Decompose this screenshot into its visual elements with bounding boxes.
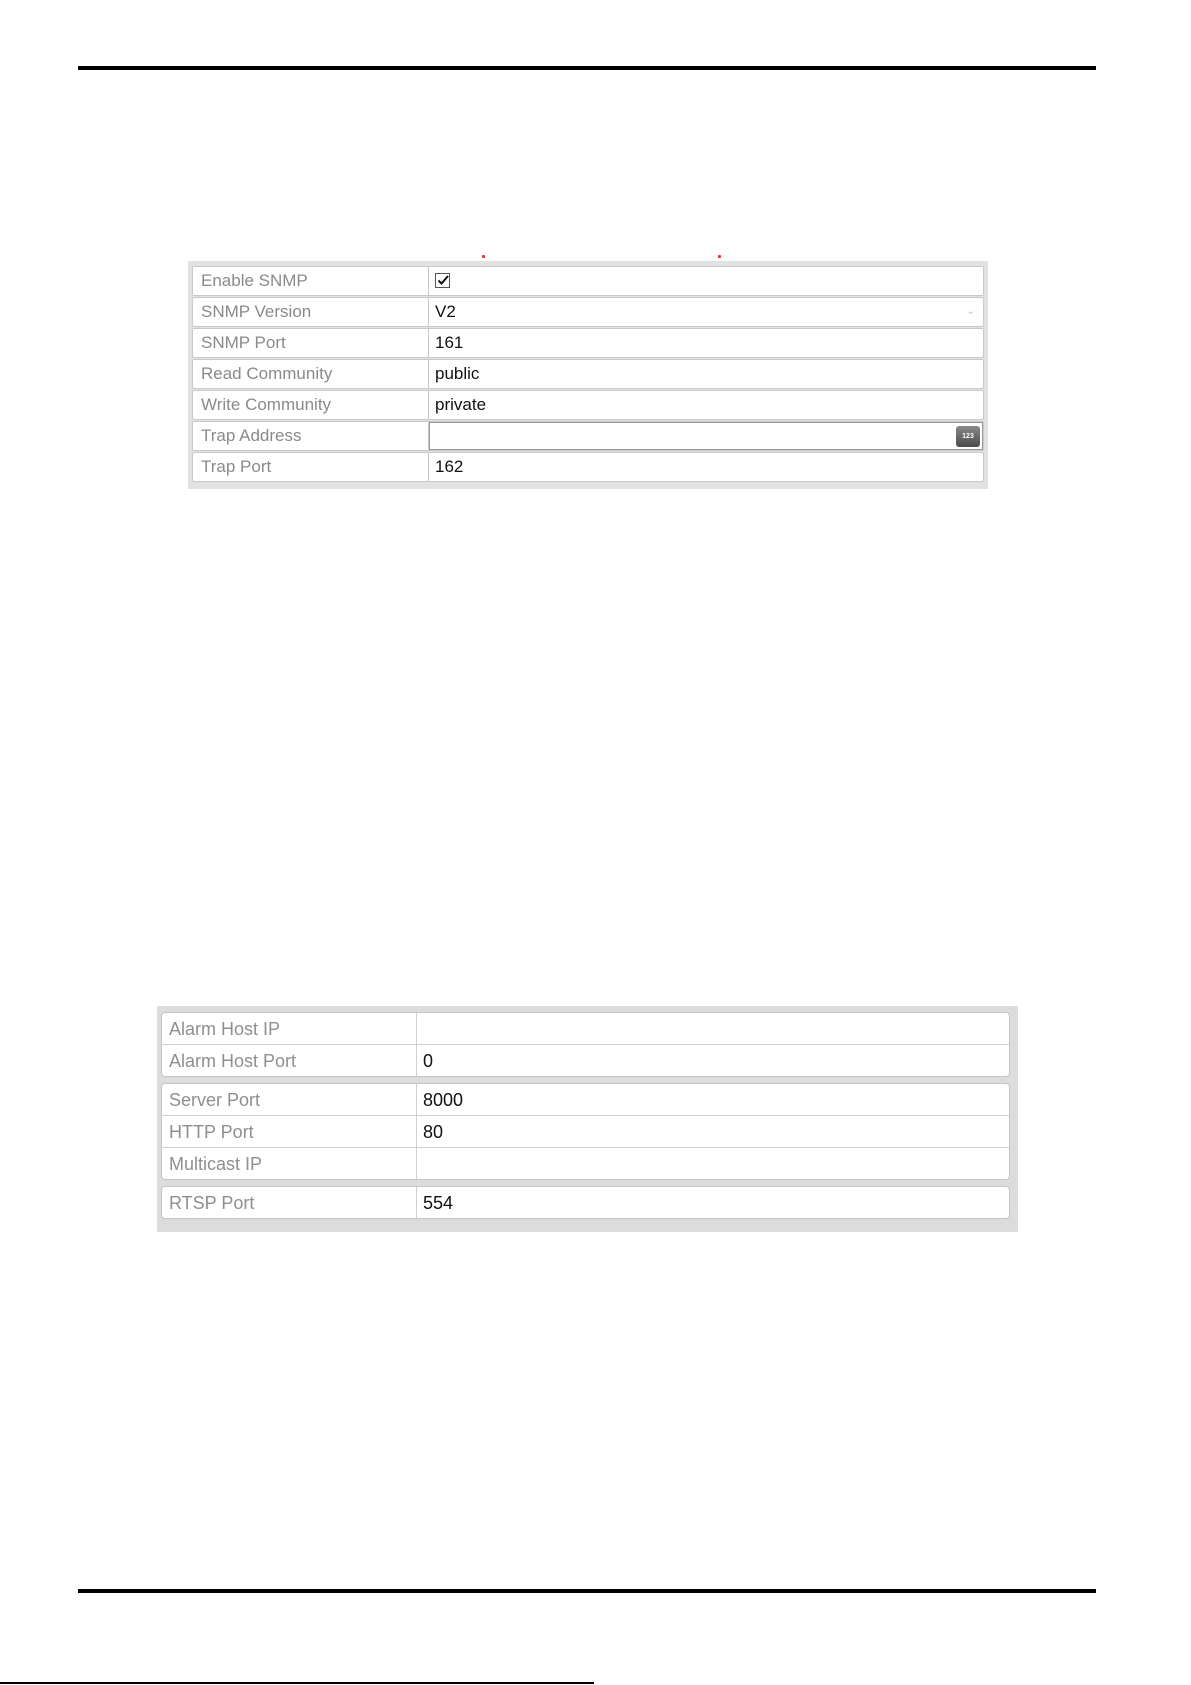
- chevron-down-icon: ⌄: [966, 306, 975, 317]
- enable-snmp-checkbox[interactable]: [435, 273, 450, 288]
- read-community-row: [192, 359, 984, 389]
- page-bottom-line: [0, 1682, 594, 1684]
- snmp-version-label: SNMP Version: [193, 298, 429, 326]
- alarm-host-ip-input[interactable]: [417, 1013, 1009, 1044]
- trap-address-input[interactable]: [429, 422, 983, 450]
- red-mark: [718, 255, 721, 258]
- write-community-row: [192, 390, 984, 420]
- network-settings-panel: [157, 1006, 1018, 1232]
- server-port-input[interactable]: 8000: [423, 1090, 464, 1110]
- alarm-host-port-row: [162, 1045, 1009, 1076]
- alarm-host-ip-label: Alarm Host IP: [162, 1013, 417, 1044]
- snmp-port-label: SNMP Port: [193, 329, 429, 357]
- footer-rule: [78, 1589, 1096, 1593]
- read-community-label: Read Community: [193, 360, 429, 388]
- snmp-port-input[interactable]: 161: [435, 333, 464, 352]
- rtsp-port-input[interactable]: 554: [423, 1193, 454, 1213]
- snmp-version-select[interactable]: [429, 298, 983, 326]
- server-port-label: Server Port: [162, 1084, 417, 1115]
- trap-port-input[interactable]: 162: [435, 457, 464, 476]
- multicast-ip-input[interactable]: [417, 1148, 1009, 1179]
- header-rule: [78, 66, 1096, 70]
- read-community-input[interactable]: public: [435, 364, 480, 383]
- alarm-host-port-input[interactable]: 0: [423, 1051, 434, 1071]
- keyboard-icon[interactable]: 123: [956, 426, 980, 447]
- http-port-row: [162, 1116, 1009, 1148]
- alarm-host-port-label: Alarm Host Port: [162, 1045, 417, 1076]
- snmp-version-value: V2: [435, 302, 456, 321]
- snmp-settings-panel: [188, 261, 988, 489]
- enable-snmp-row: [192, 266, 984, 296]
- enable-snmp-value: [429, 267, 983, 295]
- rtsp-port-row: [162, 1187, 1009, 1218]
- multicast-ip-row: [162, 1148, 1009, 1179]
- alarm-host-group: [161, 1012, 1010, 1077]
- write-community-label: Write Community: [193, 391, 429, 419]
- alarm-host-ip-row: [162, 1013, 1009, 1045]
- http-port-label: HTTP Port: [162, 1116, 417, 1147]
- checkmark-icon: [437, 274, 449, 286]
- trap-address-row: [192, 421, 984, 451]
- multicast-ip-label: Multicast IP: [162, 1148, 417, 1179]
- server-port-row: [162, 1084, 1009, 1116]
- trap-port-label: Trap Port: [193, 453, 429, 481]
- ports-group: [161, 1083, 1010, 1180]
- write-community-input[interactable]: private: [435, 395, 487, 414]
- http-port-input[interactable]: 80: [423, 1122, 444, 1142]
- rtsp-group: [161, 1186, 1010, 1219]
- trap-address-label: Trap Address: [193, 422, 429, 450]
- rtsp-port-label: RTSP Port: [162, 1187, 417, 1218]
- red-mark: [482, 255, 485, 258]
- enable-snmp-label: Enable SNMP: [193, 267, 429, 295]
- snmp-version-row: [192, 297, 984, 327]
- snmp-port-row: [192, 328, 984, 358]
- trap-port-row: [192, 452, 984, 482]
